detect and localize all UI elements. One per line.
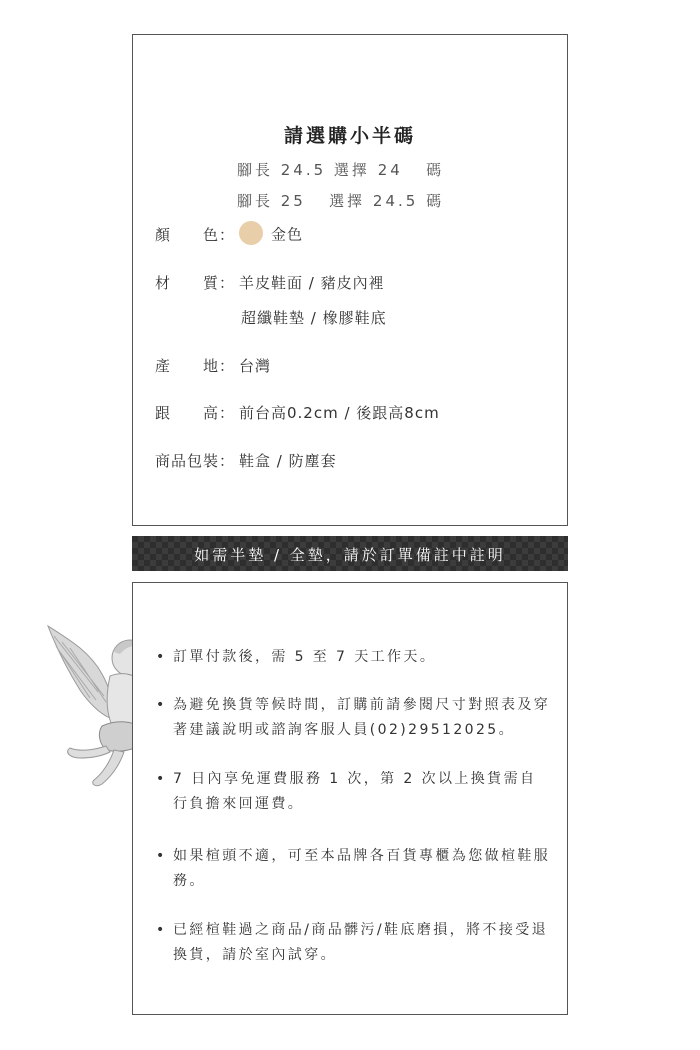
note-text: 訂單付款後，需 5 至 7 天工作天。 — [173, 649, 437, 665]
note-item — [156, 918, 551, 968]
product-info-panel — [132, 34, 568, 526]
note-item — [156, 693, 551, 743]
spec-color-value: 金色 — [271, 225, 304, 244]
note-item — [156, 844, 551, 894]
size-advice-title: 請選購小半碼 — [283, 125, 416, 147]
insole-notice-banner — [132, 536, 568, 571]
note-text: 7 日內享免運費服務 1 次，第 2 次以上換貨需自行負擔來回運費。 — [173, 771, 537, 812]
color-swatch — [239, 221, 263, 245]
size-guide-line-1: 腳長 24.5 選擇 24 碼 — [237, 161, 445, 179]
size-guide-line-2: 腳長 25 選擇 24.5 碼 — [237, 192, 445, 210]
spec-package — [155, 450, 337, 471]
spec-package-value: 鞋盒 / 防塵套 — [239, 452, 337, 470]
spec-heel-value: 前台高0.2cm / 後跟高8cm — [239, 404, 440, 422]
insole-notice-text: 如需半墊 / 全墊，請於訂單備註中註明 — [194, 546, 506, 564]
spec-color-label: 顏 色： — [155, 225, 236, 244]
spec-package-label: 商品包裝： — [155, 452, 236, 470]
bullet-icon: • — [156, 848, 167, 864]
purchase-notes-panel — [132, 582, 568, 1015]
spec-material — [155, 272, 385, 293]
spec-origin-label: 產 地： — [155, 357, 236, 375]
note-item — [156, 645, 551, 670]
spec-material-label: 材 質： — [155, 274, 236, 292]
spec-heel — [155, 402, 440, 423]
spec-color — [155, 223, 303, 247]
bullet-icon: • — [156, 649, 167, 665]
note-text: 已經楦鞋過之商品/商品髒污/鞋底磨損，將不接受退換貨，請於室內試穿。 — [173, 922, 549, 963]
spec-origin-value: 台灣 — [239, 357, 272, 375]
spec-heel-label: 跟 高： — [155, 404, 236, 422]
note-text: 如果楦頭不適，可至本品牌各百貨專櫃為您做楦鞋服務。 — [173, 848, 551, 889]
note-item — [156, 767, 551, 817]
spec-material-value: 羊皮鞋面 / 豬皮內裡 — [239, 274, 385, 292]
spec-material-value-2: 超纖鞋墊 / 橡膠鞋底 — [241, 309, 387, 327]
bullet-icon: • — [156, 922, 167, 938]
spec-origin — [155, 355, 271, 376]
bullet-icon: • — [156, 697, 167, 713]
bullet-icon: • — [156, 771, 167, 787]
note-text: 為避免換貨等候時間，訂購前請參閱尺寸對照表及穿著建議說明或諮詢客服人員(02)29512025。 — [173, 697, 551, 738]
